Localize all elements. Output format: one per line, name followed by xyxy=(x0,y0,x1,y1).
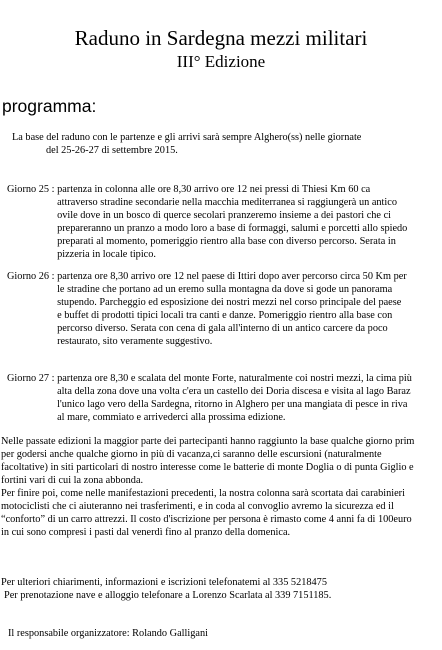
day-27-block xyxy=(7,372,439,424)
day-line: partenza ore 8,30 e scalata del monte Forte, naturalmente coi nostri mezzi, la cima più xyxy=(57,373,412,384)
intro-line: La base del raduno con le partenze e gli arrivi sarà sempre Alghero(ss) nelle giornate xyxy=(12,132,362,143)
day-line: pizzeria in locale tipico. xyxy=(57,249,156,261)
paragraph-line: in cui sono compresi i pasti dal venerdì fino al pranzo della domenica. xyxy=(1,527,291,538)
day-label: Giorno 25 : xyxy=(7,184,58,195)
day-line: partenza ore 8,30 arrivo ore 12 nel paese di Ittiri dopo aver percorso circa 50 Km per xyxy=(57,271,407,282)
booking-info: Per prenotazione nave e alloggio telefonare a Lorenzo Scarlata al 339 7151185. xyxy=(4,590,332,601)
organizer-signature-line: Il responsabile organizzatore: Rolando Galligani xyxy=(8,628,208,639)
paragraph-line: Nelle passate edizioni la maggior parte dei partecipanti hanno raggiunto la base qualche giorno prim xyxy=(1,436,415,447)
day-25-block xyxy=(7,183,439,262)
past-editions-paragraph xyxy=(1,435,441,539)
day-line: partenza in colonna alle ore 8,30 arrivo ore 12 nei pressi di Thiesi Km 60 ca xyxy=(57,184,371,195)
paragraph-line: “conforto” di un carro attrezzi. Il costo d'iscrizione per persona è rimasto come 4 anni fa di 100euro xyxy=(1,514,412,525)
intro-line: del 25-26-27 di settembre 2015. xyxy=(46,145,178,156)
day-line: l'unico lago vero della Sardegna, ritorno in Alghero per una mangiata di pesce in riva xyxy=(57,399,408,411)
paragraph-line: fortini vari di cui la zona abbonda. xyxy=(1,475,144,486)
program-heading: programma: xyxy=(2,96,97,116)
day-line: al mare, commiato e arrivederci alla prossima edizione. xyxy=(57,412,286,424)
day-description xyxy=(57,270,439,349)
day-description xyxy=(57,183,439,262)
day-line: e buffet di prodotti tipici locali tra canti e danze. Pomeriggio rientro alla base con xyxy=(57,310,393,322)
paragraph-line: Per finire poi, come nelle manifestazioni precedenti, la nostra colonna sarà scortata dai carabinieri xyxy=(1,488,405,499)
paragraph-line: motociclisti che ci aiuteranno nei trasferimenti, e in coda al convoglio avremo la sicurezza ed il xyxy=(1,501,394,512)
day-label: Giorno 26 : xyxy=(7,271,58,282)
day-line: stupendo. Parcheggio ed esposizione dei nostri mezzi nel corso principale del paese xyxy=(57,297,402,309)
contact-info: Per ulteriori chiarimenti, informazioni e iscrizioni telefonatemi al 335 5218475 xyxy=(1,577,327,588)
day-label: Giorno 27 : xyxy=(7,373,58,384)
day-line: le stradine che portano ad un eremo sulla montagna da dove si gode un panorama xyxy=(57,284,393,296)
paragraph-line: per godersi anche qualche giorno in più di vacanza,ci saranno delle escursioni (naturalmente xyxy=(1,449,382,460)
day-line: preparati al momento, pomeriggio rientro alla base con diverso percorso. Serata in xyxy=(57,236,396,248)
day-description xyxy=(57,372,439,424)
day-line: alta della zona dove una volta c'era un castello dei Doria discesa e visita al lago Baraz xyxy=(57,386,411,398)
paragraph-line: facoltative) in siti particolari di nostro interesse come le batterie di monte Doglia o di punta Giglio e xyxy=(1,462,414,473)
day-line: attraverso stradine secondarie nella macchia mediterranea si raggiungerà un antico xyxy=(57,197,397,209)
day-line: ovile dove in un bosco di querce secolari pranzeremo insieme a dei pastori che ci xyxy=(57,210,392,222)
document-title: Raduno in Sardegna mezzi militari xyxy=(74,26,368,50)
edition-subtitle: III° Edizione xyxy=(176,52,266,71)
day-line: restaurato, sito veramente suggestivo. xyxy=(57,336,213,348)
day-line: prepareranno un pranzo a modo loro a base di formaggi, salumi e porcetti allo spiedo xyxy=(57,223,408,235)
intro-paragraph xyxy=(12,131,432,157)
day-26-block xyxy=(7,270,439,349)
day-line: percorso diverso. Serata con cena di gala all'interno di un antico carcere da poco xyxy=(57,323,388,335)
